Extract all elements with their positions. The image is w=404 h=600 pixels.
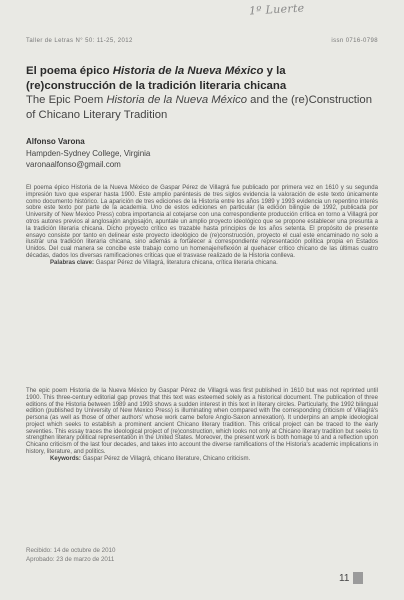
- author-email: varonaalfonso@gmail.com: [26, 160, 121, 169]
- title-es-work: Historia de la Nueva México: [112, 65, 264, 77]
- author-block: [26, 136, 378, 171]
- received-date: Recibido: 14 de octubre de 2010: [26, 547, 116, 554]
- journal-citation: Taller de Letras N° 50: 11-25, 2012: [26, 38, 133, 44]
- keywords-es-text: Gaspar Pérez de Villagrá, literatura chicana, crítica literaria chicana.: [94, 259, 278, 266]
- title-en-prefix: The Epic Poem: [26, 94, 107, 106]
- title-en-work: Historia de la Nueva México: [106, 94, 248, 106]
- approved-date: Aprobado: 23 de marzo de 2011: [26, 555, 115, 563]
- title-en-suffix: and the (re)Construction of Chicano Literary Tradition: [26, 94, 372, 121]
- keywords-en-label: Keywords:: [50, 455, 81, 462]
- running-head: [26, 38, 378, 44]
- abstract-es-text: El poema épico Historia de la Nueva México de Gaspar Pérez de Villagrá fue publicado por primera vez en 1610 y su segunda impresión tuvo que esperar hasta 1900. Este amplio paréntesis de tres siglos evidencia la valoración de este texto únicamente como documento histórico. La aparición de tres ediciones de la Historia entre los años 1989 y 1993 evidencia un repentino interés sobre este texto por parte de la academia. Uno de estos ediciones en particular (la edición bilingüe de 1992, publicada por University of New Mexico Press) cobra importancia al cotejarse con una correspondiente producción crítica en torno a Villagrá por otros autores previos al anglosajón anglosajón, apuntale un amplio proyecto ideológico que se propone establecer una presunta a la tradición literaria chicana. Dicho proyecto crítico es trazable hasta principios de los años setenta. El propósito de presente ensayo consiste por tanto en delinear este proyecto ideológico de (re)construcción, proyecto el cual este encaminado no solo a ilustrar una tradición literaria chicana, sino además a fortalecer a correspondiente representación política propia en Estados Unidos. Del cual manera se concibe este trabajo como un homenaje/reflexión al quehacer crítico chicano de las últimas cuatro décadas, dados los diversas ramificaciones críticas que el trasvase realizado de la Historia conlleva.: [26, 185, 378, 259]
- author-name: Alfonso Varona: [26, 137, 85, 146]
- abstract-es: [26, 185, 378, 267]
- handwritten-note: 1º Luerte: [248, 1, 305, 18]
- keywords-es-label: Palabras clave:: [50, 259, 95, 266]
- title-es-suffix: y la (re)construcción de la tradición literaria chicana: [26, 65, 287, 92]
- keywords-es: [26, 260, 378, 267]
- issn: issn 0716-0798: [331, 38, 378, 44]
- page-number-block: [339, 572, 363, 584]
- author-affiliation: Hampden-Sydney College, Virginia: [26, 148, 151, 158]
- abstract-en: [26, 388, 378, 462]
- dates-block: [26, 547, 226, 564]
- article-title-en: [26, 93, 378, 122]
- article-title-es: [26, 64, 378, 93]
- keywords-en: [26, 456, 378, 463]
- abstract-en-text: The epic poem Historia de la Nueva México by Gaspar Pérez de Villagrá was first published in 1610 but was not reprinted until 1900. This three-century editorial gap proves that this text was esteemed solely as a historical document. The publication of three editions of the Historia between 1989 and 1993 shows a sudden interest in this text in literary circles. Particularly, the 1992 bilingual edition (published by University of New Mexico Press) is illuminating when compared with the corresponding criticism of Villagrá's persona (as well as those of other authors' whose work came before Anglo-Saxon annexation). It underpins an ample ideological project which seeks to establish a prominent ancient Chicano literary tradition. This critical project can be traced to the early seventies. This essay traces the ideological project of (re)construction, which looks not only at Chicano literary tradition but seeks to strengthen literary political representation in the United States. Moreover, the present work is both homage to and a reflection upon Chicano criticism of the last four decades, and takes into account the diverse ramifications of the Historia's academic implications in history, literature, and politics.: [26, 388, 378, 455]
- keywords-en-text: Gaspar Pérez de Villagrá, chicano literature, Chicano criticism.: [80, 455, 251, 462]
- title-es-prefix: El poema épico: [26, 65, 113, 77]
- page-marker-bar: [353, 572, 363, 584]
- page-number: 11: [339, 572, 350, 584]
